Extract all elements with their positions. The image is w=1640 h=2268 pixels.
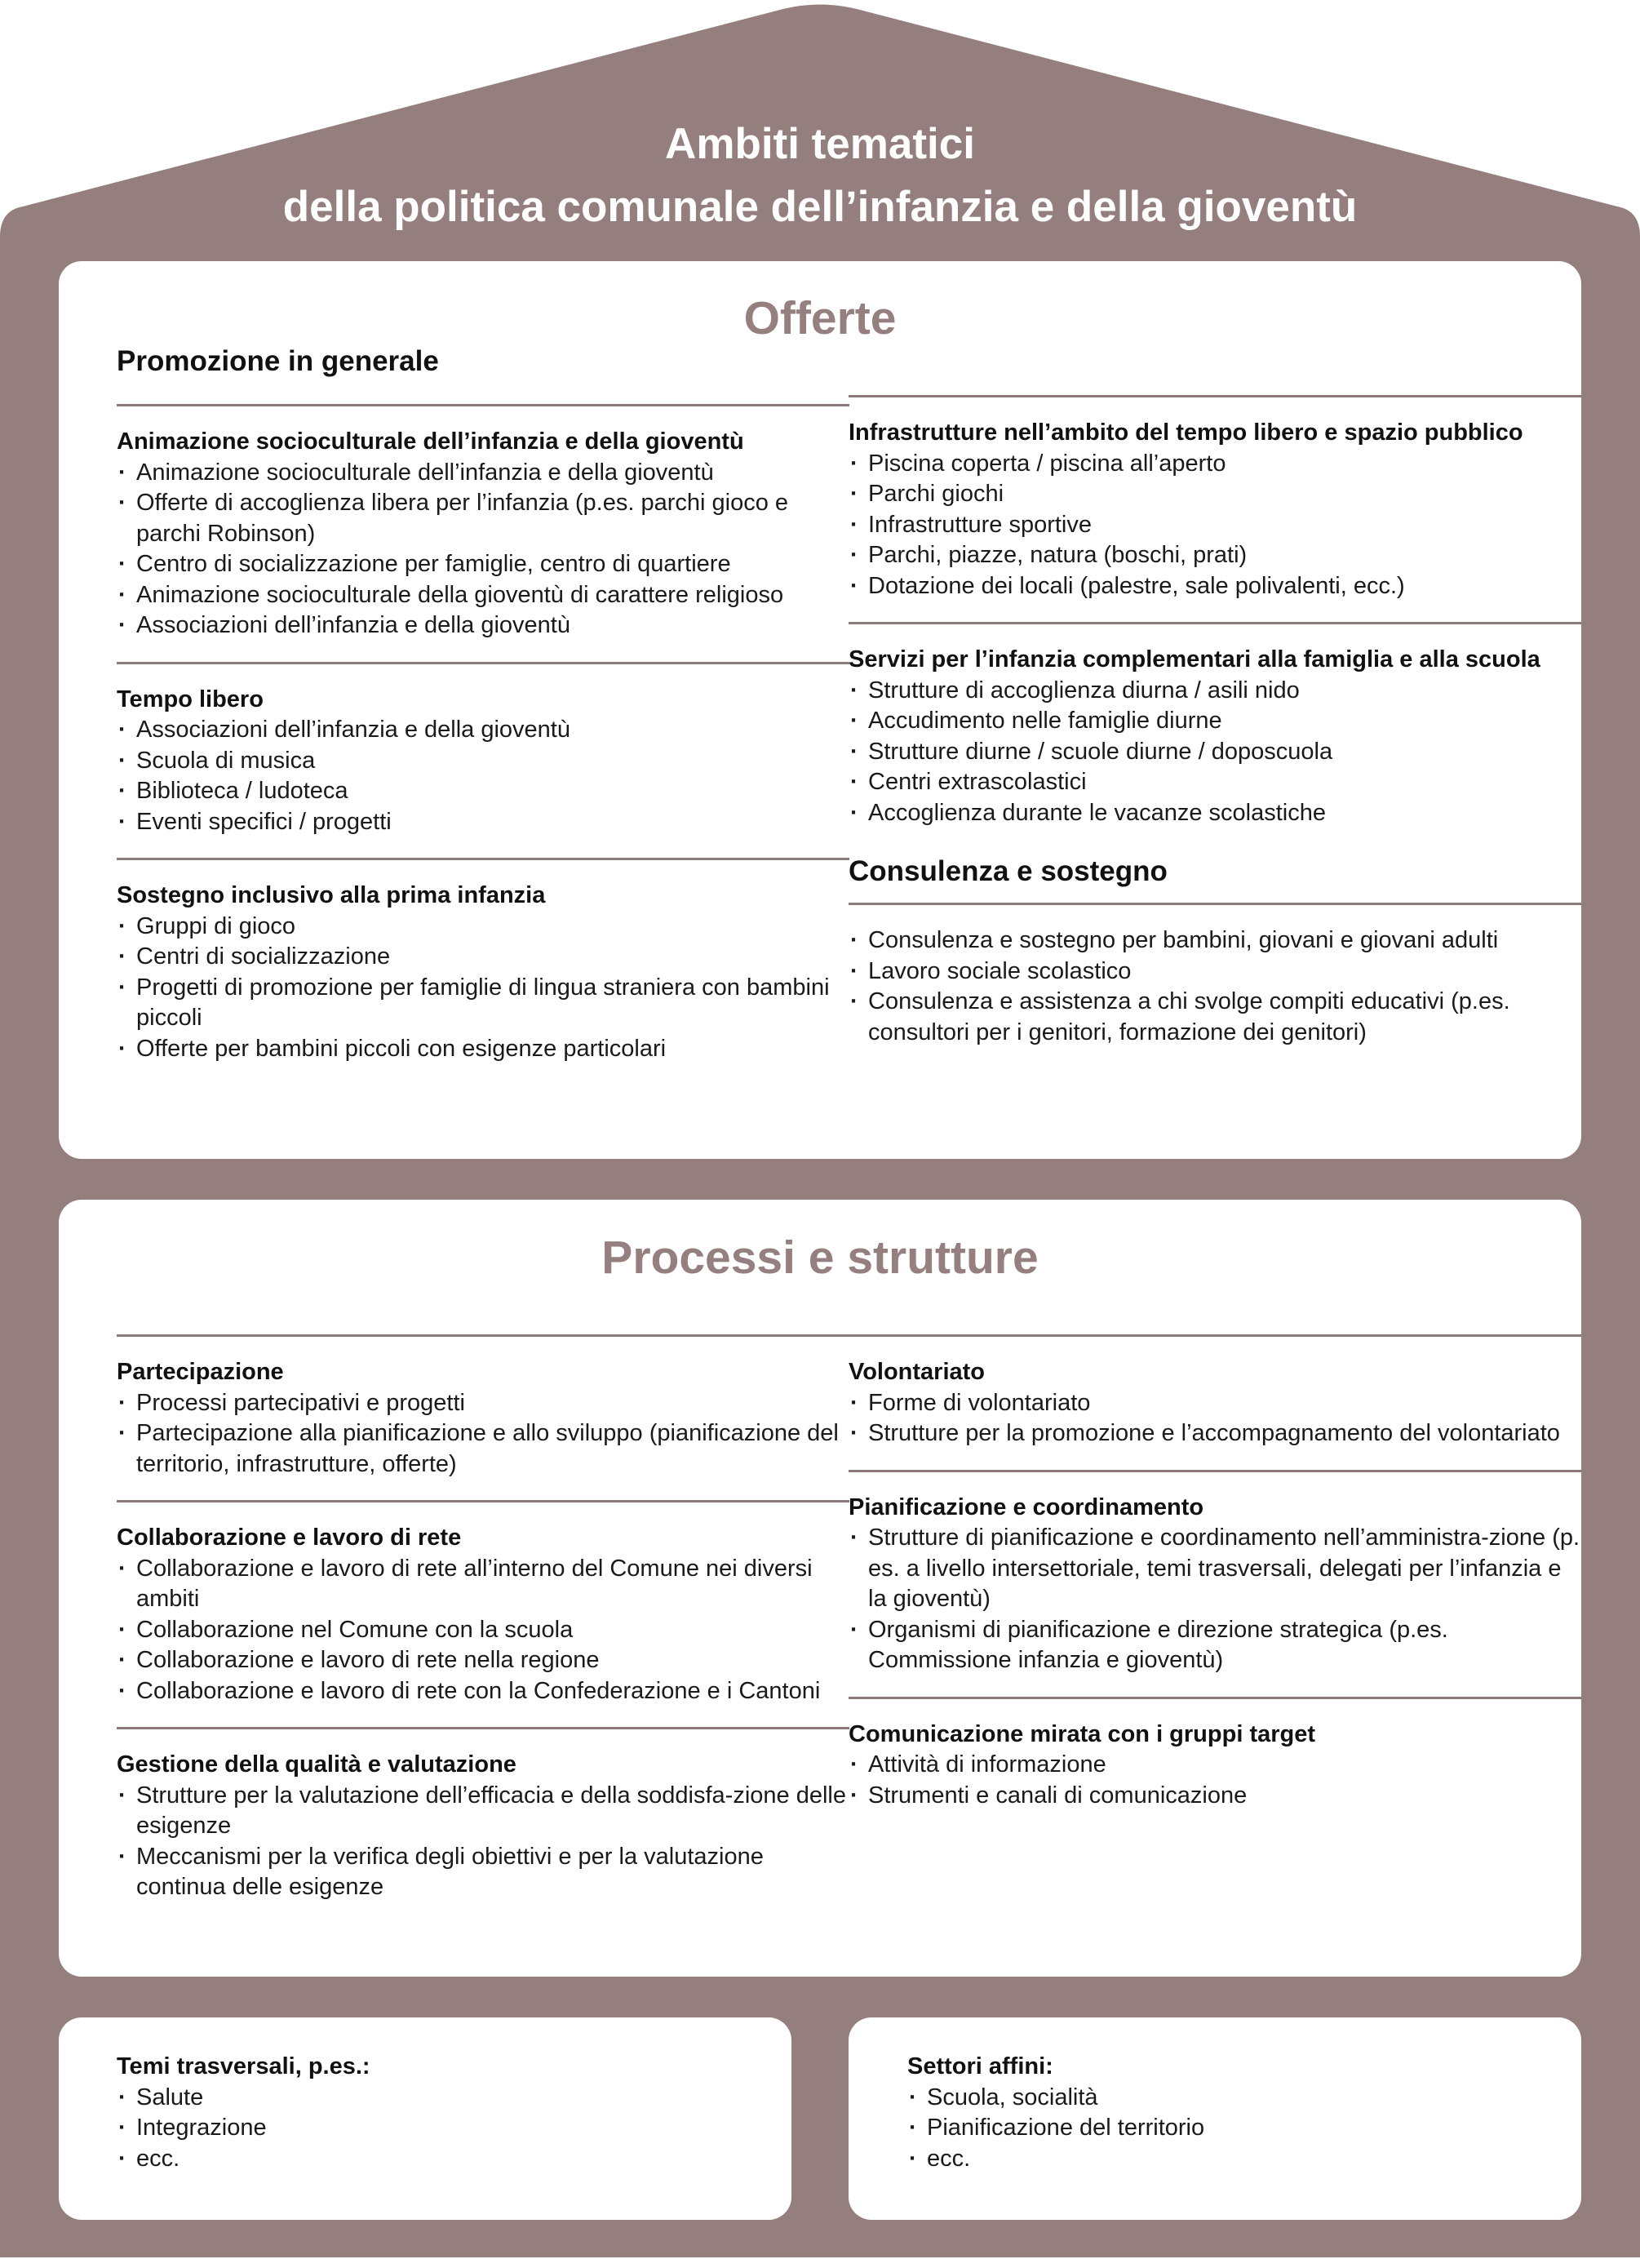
- section-title: Servizi per l’infanzia complementari alla famiglia e alla scuola: [849, 646, 1540, 672]
- bullet-list: [849, 676, 1581, 850]
- section-title: Infrastrutture nell’ambito del tempo libero e spazio pubblico: [849, 419, 1523, 446]
- list-item: · Strutture di accoglienza diurna / asili nido: [849, 676, 1581, 707]
- processi-panel: [59, 1200, 1581, 1977]
- bullet-list: [849, 1750, 1581, 1831]
- section-title: Sostegno inclusivo alla prima infanzia: [117, 882, 546, 908]
- list-item: · Accoglienza durante le vacanze scolastiche: [849, 798, 1581, 829]
- list-item: · Collaborazione e lavoro di rete nella regione: [117, 1645, 849, 1676]
- list-item: · Strutture di pianificazione e coordinamento nell’amministra-zione (p. es. a livello intersettoriale, temi trasversali, delegati per l’infanzia e la gioventù): [849, 1523, 1581, 1615]
- bullet-list: [117, 715, 849, 858]
- consulenza-heading: Consulenza e sostegno: [849, 855, 1168, 887]
- section: [117, 1727, 849, 1924]
- list-item: · Strutture diurne / scuole diurne / doposcuola: [849, 737, 1581, 768]
- list-item: · Organismi di pianificazione e direzione strategica (p.es. Commissione infanzia e gioventù): [849, 1615, 1581, 1676]
- list-item: · Partecipazione alla pianificazione e allo sviluppo (pianificazione del territorio, infrastrutture, offerte): [117, 1418, 849, 1480]
- list-item: · Dotazione dei locali (palestre, sale polivalenti, ecc.): [849, 571, 1581, 602]
- processi-left-column: [117, 1334, 849, 1924]
- bullet-list: [849, 449, 1581, 623]
- section: [117, 1334, 849, 1500]
- settori-list: [907, 2083, 1560, 2195]
- list-item: · Collaborazione nel Comune con la scuola: [117, 1615, 849, 1646]
- list-item: · Processi partecipativi e progetti: [117, 1388, 849, 1419]
- list-item: · Offerte di accoglienza libera per l’infanzia (p.es. parchi gioco e parchi Robinson): [117, 488, 849, 549]
- list-item: · Consulenza e assistenza a chi svolge compiti educativi (p.es. consultori per i genitori, formazione dei genitori): [849, 987, 1581, 1048]
- list-item: · Biblioteca / ludoteca: [117, 776, 849, 807]
- bullet-list: [117, 1781, 849, 1924]
- section-title: Comunicazione mirata con i gruppi target: [849, 1720, 1316, 1747]
- offerte-left-column: [117, 345, 849, 1085]
- list-item: · Infrastrutture sportive: [849, 510, 1581, 541]
- list-item: · Consulenza e sostegno per bambini, giovani e giovani adulti: [849, 925, 1581, 956]
- section: [117, 858, 849, 1085]
- settori-title: Settori affini:: [907, 2053, 1053, 2079]
- section: [849, 1470, 1581, 1697]
- bullet-list: [849, 925, 1581, 1068]
- section-title: Partecipazione: [117, 1359, 284, 1385]
- bullet-list: [117, 912, 849, 1085]
- temi-trasversali-box: [59, 2017, 791, 2220]
- offerte-heading: Offerte: [743, 292, 897, 344]
- settori-affini-box: [849, 2017, 1581, 2220]
- list-item: · Piscina coperta / piscina all’aperto: [849, 449, 1581, 480]
- bullet-list: [117, 1554, 849, 1728]
- section-title: Animazione socioculturale dell’infanzia e della gioventù: [117, 428, 744, 455]
- bullet-list: [849, 1523, 1581, 1697]
- section: [849, 395, 1581, 622]
- list-item: · Strutture per la valutazione dell’efficacia e della soddisfa-zione delle esigenze: [117, 1781, 849, 1842]
- list-item: · Centri di socializzazione: [117, 942, 849, 973]
- title-line-2: della politica comunale dell’infanzia e della gioventù: [282, 183, 1358, 231]
- section: [849, 903, 1581, 1068]
- list-item: · Centri extrascolastici: [849, 767, 1581, 798]
- list-item: · Animazione socioculturale della gioventù di carattere religioso: [117, 580, 849, 611]
- processi-right-sections: [849, 1334, 1581, 1831]
- list-item: · Forme di volontariato: [849, 1388, 1581, 1419]
- list-item: · ecc.: [907, 2144, 1560, 2175]
- list-item: · Scuola di musica: [117, 746, 849, 777]
- promozione-heading: Promozione in generale: [117, 345, 439, 377]
- list-item: · Pianificazione del territorio: [907, 2113, 1560, 2144]
- list-item: · Associazioni dell’infanzia e della gioventù: [117, 715, 849, 746]
- list-item: · Associazioni dell’infanzia e della gioventù: [117, 610, 849, 641]
- list-item: · Lavoro sociale scolastico: [849, 956, 1581, 988]
- offerte-right-sections: [849, 395, 1581, 849]
- diagram-title: [0, 113, 1640, 238]
- section-title: Collaborazione e lavoro di rete: [117, 1525, 462, 1551]
- list-item: · Accudimento nelle famiglie diurne: [849, 706, 1581, 737]
- temi-content: [117, 2052, 769, 2195]
- list-item: · Centro di socializzazione per famiglie, centro di quartiere: [117, 549, 849, 580]
- temi-list: [117, 2083, 769, 2195]
- list-item: · Meccanismi per la verifica degli obiettivi e per la valutazione continua delle esigenze: [117, 1842, 849, 1903]
- list-item: · Collaborazione e lavoro di rete all’interno del Comune nei diversi ambiti: [117, 1554, 849, 1615]
- list-item: · Animazione socioculturale dell’infanzia e della gioventù: [117, 458, 849, 489]
- settori-content: [907, 2052, 1560, 2195]
- list-item: · Strutture per la promozione e l’accompagnamento del volontariato: [849, 1418, 1581, 1449]
- title-line-1: Ambiti tematici: [665, 120, 975, 168]
- temi-title: Temi trasversali, p.es.:: [117, 2053, 370, 2079]
- section: [849, 1334, 1581, 1470]
- processi-right-column: [849, 1334, 1581, 1831]
- list-item: · Parchi giochi: [849, 479, 1581, 510]
- list-item: · Salute: [117, 2083, 769, 2114]
- list-item: · Collaborazione e lavoro di rete con la Confederazione e i Cantoni: [117, 1676, 849, 1707]
- list-item: · Offerte per bambini piccoli con esigenze particolari: [117, 1034, 849, 1065]
- section-title: Volontariato: [849, 1359, 986, 1385]
- offerte-panel: [59, 261, 1581, 1159]
- list-item: · Parchi, piazze, natura (boschi, prati): [849, 540, 1581, 571]
- consulenza-sections: [849, 903, 1581, 1068]
- section-title: Pianificazione e coordinamento: [849, 1494, 1204, 1520]
- list-item: · Eventi specifici / progetti: [117, 807, 849, 838]
- list-item: · Attività di informazione: [849, 1750, 1581, 1781]
- bullet-list: [117, 1388, 849, 1501]
- section: [849, 1697, 1581, 1832]
- list-item: · Strumenti e canali di comunicazione: [849, 1781, 1581, 1812]
- bullet-list: [849, 1388, 1581, 1470]
- offerte-right-column: [849, 395, 1581, 1068]
- section: [117, 404, 849, 662]
- section: [117, 1500, 849, 1727]
- processi-left-sections: [117, 1334, 849, 1924]
- list-item: · Progetti di promozione per famiglie di lingua straniera con bambini piccoli: [117, 973, 849, 1034]
- list-item: · Gruppi di gioco: [117, 912, 849, 943]
- list-item: · Integrazione: [117, 2113, 769, 2144]
- bullet-list: [117, 458, 849, 662]
- section: [849, 622, 1581, 849]
- section-title: Tempo libero: [117, 686, 264, 712]
- list-item: · ecc.: [117, 2144, 769, 2175]
- processi-heading: Processi e strutture: [601, 1232, 1039, 1284]
- offerte-left-sections: [117, 404, 849, 1085]
- section-title: Gestione della qualità e valutazione: [117, 1751, 516, 1778]
- section: [117, 662, 849, 859]
- list-item: · Scuola, socialità: [907, 2083, 1560, 2114]
